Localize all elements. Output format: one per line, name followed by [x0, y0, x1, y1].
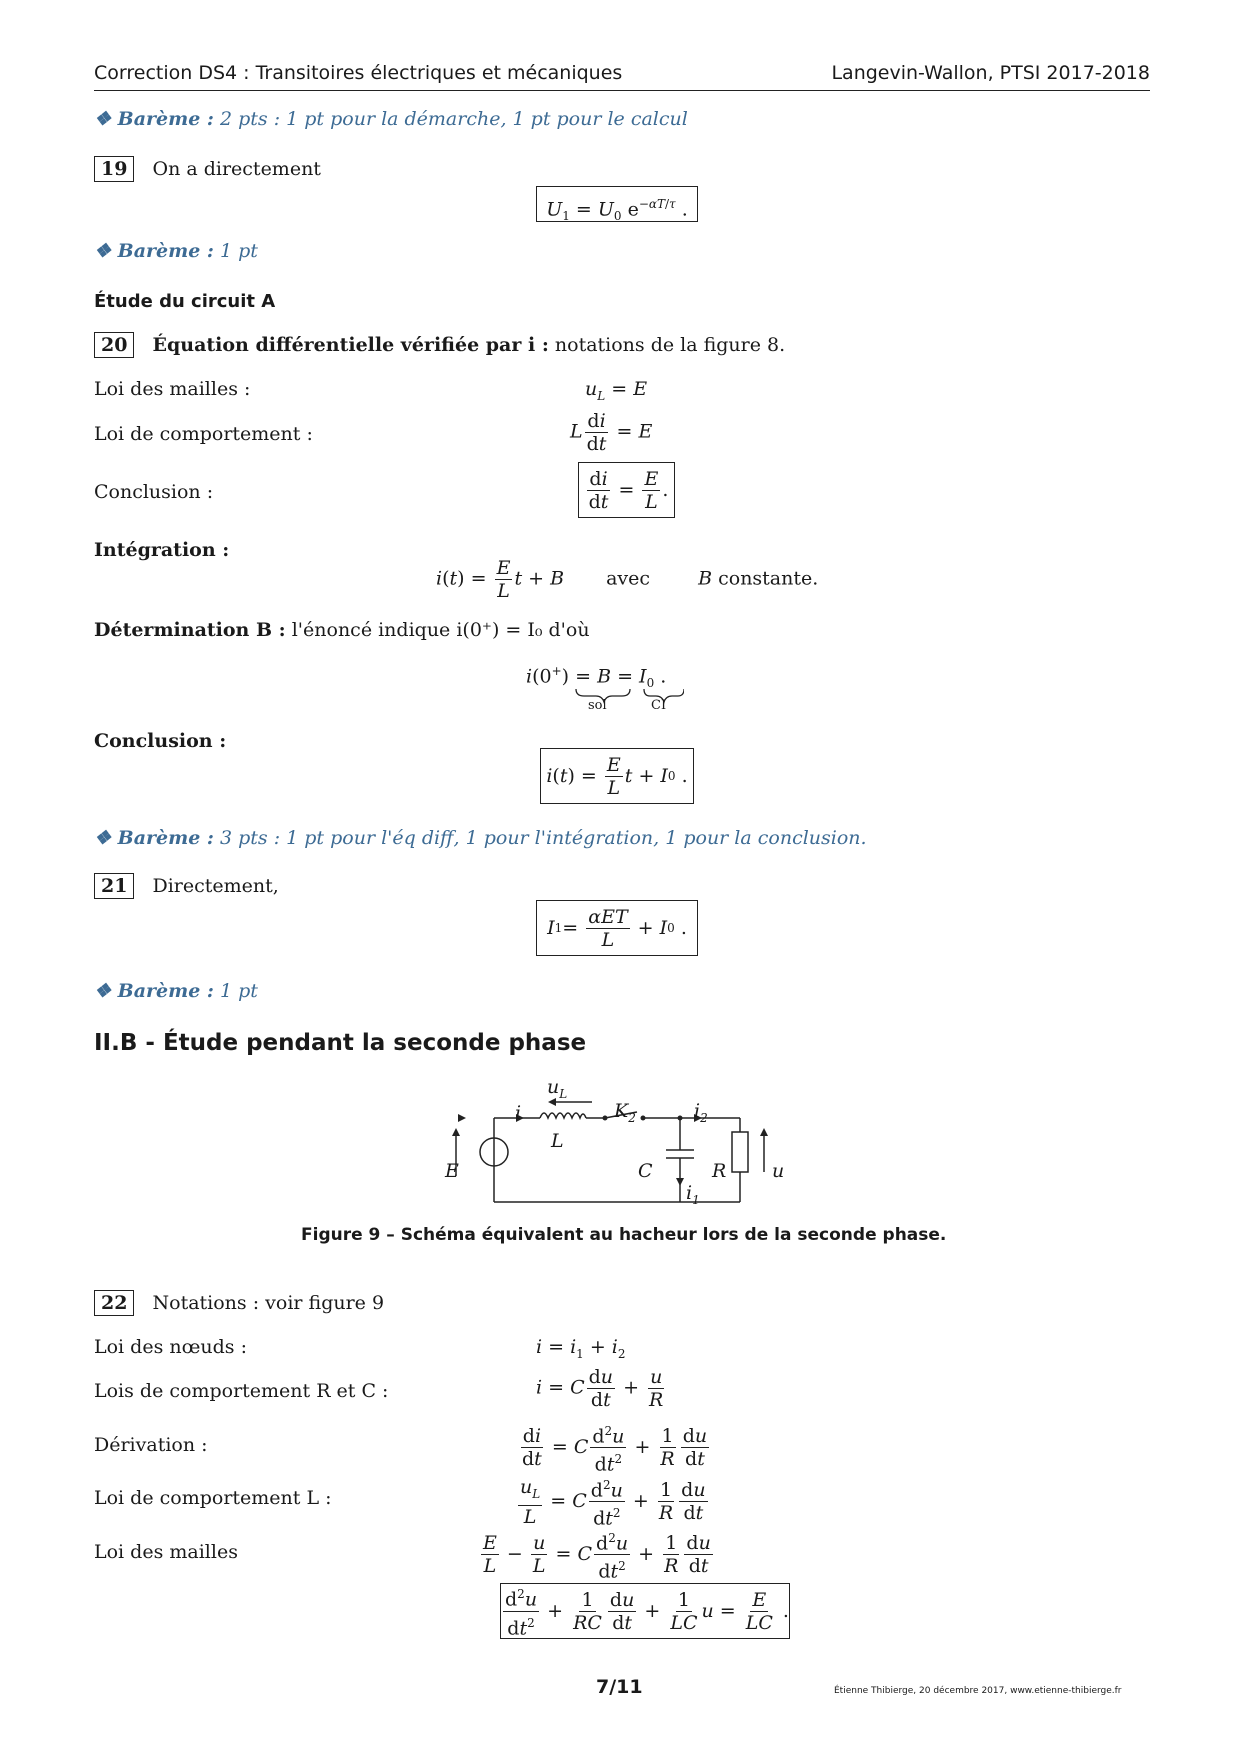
- equation-mailles-22: $\frac{E}{L}$ − $\frac{u}{L}$ = C $\frac{d^2u}{dt^2}$ + $\frac{1}{R}$ $\frac{du}{dt}$: [479, 1527, 715, 1583]
- resistor: [732, 1132, 748, 1172]
- bareme-label: ❖ Barème :: [94, 827, 214, 849]
- equation-derivation: $\frac{di}{dt}$ = C $\frac{d^2u}{dt^2}$ + $\frac{1}{R}$ $\frac{du}{dt}$: [518, 1420, 711, 1476]
- label-mailles-22: Loi des mailles: [94, 1541, 238, 1563]
- header-right: Langevin-Wallon, PTSI 2017-2018: [831, 62, 1150, 84]
- bareme-18: [94, 108, 688, 130]
- inductor: [540, 1113, 586, 1118]
- question-number: 21: [94, 873, 134, 899]
- constante-text: constante.: [718, 567, 819, 590]
- section-title: II.B - Étude pendant la seconde phase: [94, 1030, 587, 1056]
- question-text: notations de la figure 8.: [554, 334, 786, 356]
- integration-title: Intégration :: [94, 539, 230, 561]
- label-r: R: [712, 1160, 727, 1182]
- label-i: i: [515, 1102, 522, 1124]
- label-comp-rc: Lois de comportement R et C :: [94, 1380, 389, 1402]
- bareme-18-text: 2 pts : 1 pt pour la démarche, 1 pt pour le calcul: [219, 108, 688, 130]
- label-i2: $i_2$: [694, 1100, 708, 1125]
- label-c: C: [638, 1160, 653, 1182]
- question-title: Équation différentielle vérifiée par i :: [152, 334, 549, 356]
- arrow-e-head: [452, 1128, 460, 1136]
- question-22: [94, 1290, 384, 1316]
- switch-k2-node-right: [641, 1116, 646, 1121]
- brace-sol-label: sol: [588, 698, 607, 713]
- label-u: u: [772, 1160, 785, 1182]
- question-number: 22: [94, 1290, 134, 1316]
- node-top: [678, 1116, 683, 1121]
- label-l: L: [551, 1130, 564, 1152]
- equation-final-boxed: $\frac{d^2u}{dt^2}$ + $\frac{1}{RC}$ $\frac{du}{dt}$ + $\frac{1}{LC}$ u = $\frac{E}{LC}$ .: [500, 1583, 790, 1639]
- label-loi-mailles: Loi des mailles :: [94, 378, 251, 400]
- question-text: Directement,: [152, 875, 279, 897]
- bareme-label: ❖ Barème :: [94, 108, 214, 130]
- label-loi-noeuds: Loi des nœuds :: [94, 1336, 247, 1358]
- equation-integration: i(t) = $\frac{E}{L}$ t + B avec B constante.: [436, 557, 819, 602]
- label-derivation: Dérivation :: [94, 1434, 208, 1456]
- label-loi-comportement: Loi de comportement :: [94, 423, 313, 445]
- equation-didt-boxed: $\frac{di}{dt}$ = $\frac{E}{L}$ .: [578, 462, 675, 518]
- avec-text: avec: [606, 567, 651, 590]
- question-text: Notations : voir figure 9: [152, 1292, 385, 1314]
- bareme-21: [94, 980, 258, 1002]
- equation-noeuds: $i = i_1 + i_2$: [536, 1336, 626, 1361]
- equation-u1: $U_1 = U_0$ $e^{-\alpha T/\tau}$ .: [536, 186, 698, 222]
- equation-comp-l: $\frac{u_L}{L}$ = C $\frac{d^2u}{dt^2}$ + $\frac{1}{R}$ $\frac{du}{dt}$: [520, 1475, 706, 1530]
- bareme-label: ❖ Barème :: [94, 240, 214, 262]
- equation-it-boxed: i ( t ) = $\frac{E}{L}$ t + I 0 .: [540, 748, 694, 804]
- determination-text: l'énoncé indique i(0⁺) = I₀ d'où: [291, 619, 590, 641]
- question-21: [94, 873, 279, 899]
- equation-i0-b: $i(0^+) = B = I_0$ .: [526, 664, 667, 691]
- determination-title: Détermination B :: [94, 619, 286, 641]
- switch-k2-node-left: [603, 1116, 608, 1121]
- label-ul: $u_L$: [547, 1076, 568, 1101]
- page-number: 7/11: [596, 1676, 643, 1698]
- label-conclusion: Conclusion :: [94, 481, 214, 503]
- label-i1: $i_1$: [686, 1182, 700, 1207]
- footer-author: Étienne Thibierge, 20 décembre 2017, www.etienne-thibierge.fr: [834, 1686, 1122, 1696]
- circuit-diagram: [430, 1068, 810, 1218]
- bareme-20-text: 3 pts : 1 pt pour l'éq diff, 1 pour l'intégration, 1 pour la conclusion.: [219, 827, 867, 849]
- equation-i1-boxed: I 1 = $\frac{\text{αET}}{L}$ + I 0 .: [536, 900, 698, 956]
- conclusion-title: Conclusion :: [94, 730, 227, 752]
- arrow-i1-head: [676, 1178, 684, 1186]
- label-k2: $K_2$: [614, 1100, 636, 1125]
- question-20: [94, 332, 785, 358]
- bareme-19-text: 1 pt: [219, 240, 258, 262]
- equation-comp-rc: i = C $\frac{du}{dt}$ + $\frac{u}{R}$: [536, 1366, 664, 1411]
- equation-ldidt: L $\frac{di}{dt}$ = E: [570, 410, 653, 455]
- question-text: On a directement: [152, 158, 321, 180]
- label-comp-l: Loi de comportement L :: [94, 1487, 332, 1509]
- arrow-u-head: [760, 1128, 768, 1136]
- question-number: 19: [94, 156, 134, 182]
- question-number: 20: [94, 332, 134, 358]
- page-header: [94, 62, 1150, 91]
- arrow-i-head: [458, 1114, 466, 1122]
- figure-caption: Figure 9 – Schéma équivalent au hacheur lors de la seconde phase.: [301, 1225, 947, 1245]
- question-19: [94, 156, 321, 182]
- label-e: E: [445, 1160, 459, 1182]
- header-left: Correction DS4 : Transitoires électriques et mécaniques: [94, 62, 623, 84]
- bareme-label: ❖ Barème :: [94, 980, 214, 1002]
- bareme-21-text: 1 pt: [219, 980, 258, 1002]
- determination-line: [94, 619, 590, 641]
- equation-ul-e: $u_L = E$: [585, 378, 648, 403]
- circuit-a-title: Étude du circuit A: [94, 291, 276, 312]
- brace-ci-label: CI: [651, 698, 667, 713]
- bareme-19: [94, 240, 258, 262]
- bareme-20: [94, 827, 867, 849]
